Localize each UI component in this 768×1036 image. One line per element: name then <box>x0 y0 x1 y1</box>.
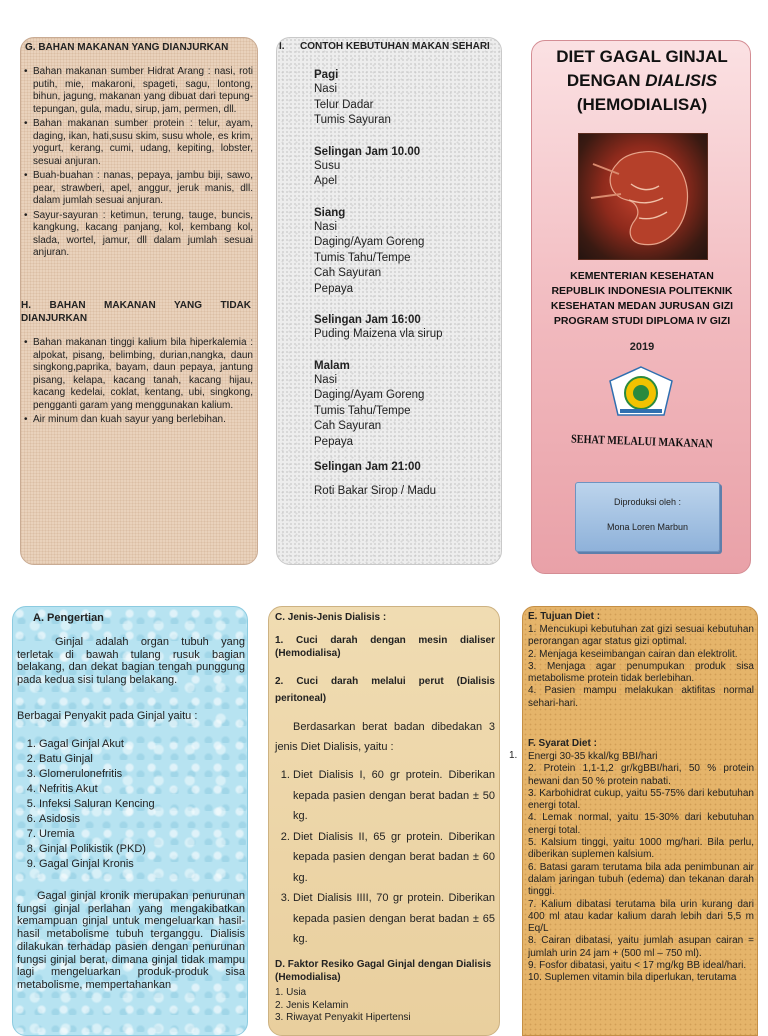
polytechnic-logo <box>606 365 676 419</box>
cover-institution: KEMENTERIAN KESEHATAN REPUBLIK INDONESIA POLITEKNIK KESEHATAN MEDAN JURUSAN GIZI PROGRAM STUDI DIPLOMA IV GIZI <box>550 270 734 327</box>
diet-intro: Berdasarkan berat badan dibedakan 3 jenis Diet Dialisis, yaitu : <box>275 721 495 753</box>
list-item: 3. Riwayat Penyakit Hipertensi <box>275 1012 411 1023</box>
menu-heading: Selingan Jam 16:00 <box>314 314 421 326</box>
list-item: 8. Cairan dibatasi, yaitu jumlah asupan cairan = jumlah urin 24 jam + (500 ml – 750 ml). <box>528 935 754 959</box>
list-item: 1. Mencukupi kebutuhan zat gizi sesuai kebutuhan perorangan agar status gizi optimal. <box>528 624 754 648</box>
list-item: 3. Karbohidrat cukup, yaitu 55-75% dari kebutuhan energi total. <box>528 787 754 812</box>
menu-title: CONTOH KEBUTUHAN MAKAN SEHARI <box>300 41 490 52</box>
menu-section <box>314 313 499 343</box>
menu-item: Daging/Ayam Goreng <box>314 236 425 248</box>
list-item: 2. Menjaga keseimbangan cairan dan elektrolit. <box>528 648 738 660</box>
menu-item: Puding Maizena vla sirup <box>314 328 443 340</box>
list-item: Energi 30-35 kkal/kg BBI/hari <box>528 751 658 762</box>
menu-item: Telur Dadar <box>314 98 374 111</box>
list-item: 9. Gagal Ginjal Kronis <box>39 857 245 872</box>
list-item: • Bahan makanan sumber Hidrat Arang : nasi, roti putih, mie, makaroni, spageti, sagu, lontong, bihun, jagung, makanan yang dibuat dari tepung-tepungan, gula, madu, sirup, jam, permen, dll. <box>33 66 253 116</box>
section-title-h: H. BAHAN MAKANAN YANG TIDAK DIANJURKAN <box>21 300 251 324</box>
list-not-recommended-foods <box>23 337 253 429</box>
diet-list <box>273 765 495 950</box>
list-item: 10. Suplemen vitamin bila diperlukan, terutama <box>528 972 737 984</box>
list-item: 5. Kalsium tinggi, yaitu 1000 mg/hari. Bila perlu, diberikan suplemen kalsium. <box>528 837 754 861</box>
list-item: 4. Pasien mampu melakukan aktifitas normal sehari-hari. <box>528 685 754 709</box>
menu-item: Nasi <box>314 373 338 386</box>
section-title-d: D. Faktor Resiko Gagal Ginjal dengan Dialisis (Hemodialisa) <box>275 959 492 983</box>
section-title-f: F. Syarat Diet : <box>528 738 597 749</box>
list-item: 6. Asidosis <box>39 812 245 827</box>
menu-item: Daging/Ayam Goreng <box>314 389 425 401</box>
list-item: 2. Batu Ginjal <box>39 752 245 767</box>
menu-heading: Siang <box>314 206 346 219</box>
menu-heading: Pagi <box>314 69 339 81</box>
menu-item: Tumis Tahu/Tempe <box>314 404 411 417</box>
cover-year: 2019 <box>629 341 655 353</box>
cover-title-line3: (HEMODIALISA) <box>576 95 708 114</box>
goal-list <box>528 624 754 710</box>
list-item: 3. Glomerulonefritis <box>39 767 245 782</box>
producer-label: Diproduksi oleh : <box>613 497 682 507</box>
menu-item: Cah Sayuran <box>314 267 382 279</box>
section-title-a: A. Pengertian <box>33 612 104 624</box>
list-item: 7. Kalium dibatasi terutama bila urin kurang dari 400 ml atau kadar kalium darah lebih dari 5,5 m Eq/L <box>528 898 754 935</box>
list-item: 2. Jenis Kelamin <box>275 999 349 1011</box>
kidney-image <box>578 133 708 260</box>
list-item: 4. Lemak normal, yaitu 15-30% dari kebutuhan energi total. <box>528 812 754 836</box>
list-item: 9. Fosfor dibatasi, yaitu < 17 mg/kg BB ideal/hari. <box>528 960 747 972</box>
definition-paragraph: Ginjal adalah organ tubuh yang terletak di bawah tulang rusuk bagian belakang, dan dekat bagian tengah punggung pada kedua sisi tulang belakang. <box>17 636 245 686</box>
dialysis-type-2: 2. Cuci darah melalui perut (Dialisis peritoneal) <box>275 676 495 704</box>
logo-icon <box>606 365 676 419</box>
menu-item: Apel <box>314 175 338 187</box>
list-item: 5. Infeksi Saluran Kencing <box>39 797 245 812</box>
list-item: 7. Uremia <box>39 827 245 842</box>
menu-section <box>314 460 499 500</box>
menu-item: Pepaya <box>314 435 354 448</box>
menu-item: Tumis Sayuran <box>314 114 391 126</box>
cover-title <box>532 45 751 117</box>
list-item: 1. Gagal Ginjal Akut <box>39 737 245 752</box>
list-item: • Air minum dan kuah sayur yang berlebihan. <box>33 414 253 427</box>
menu-heading: Selingan Jam 21:00 <box>314 461 421 473</box>
menu-item: Susu <box>314 159 341 172</box>
panel-contoh-menu <box>276 37 502 565</box>
list-item: 4. Nefritis Akut <box>39 782 245 797</box>
producer-scroll <box>575 482 720 552</box>
menu-item: Cah Sayuran <box>314 420 382 432</box>
requirement-marker: 1. <box>509 750 518 761</box>
list-item: 1. Diet Dialisis I, 60 gr protein. Diberikan kepada pasien dengan berat badan ± 50 kg. <box>293 765 495 827</box>
menu-heading: Malam <box>314 359 350 372</box>
panel-cover <box>531 40 751 574</box>
risk-list <box>275 987 495 1025</box>
menu-item: Roti Bakar Sirop / Madu <box>314 485 437 497</box>
disease-list-intro: Berbagai Penyakit pada Ginjal yaitu : <box>17 710 198 722</box>
list-item: • Sayur-sayuran : ketimun, terung, tauge, buncis, kangkung, kacang panjang, kol, kembang kol, slada, wortel, jamur, dll dalam jumlah sesuai anjuran. <box>33 210 253 260</box>
list-item: • Bahan makanan sumber protein : telur, ayam, daging, ikan, hati,susu skim, susu whole, es krim, yogurt, kerang, cumi, udang, kepiting, lobster, sesuai anjuran. <box>33 118 253 168</box>
disease-list <box>17 737 245 872</box>
menu-section <box>314 206 499 298</box>
menu-heading: Selingan Jam 10.00 <box>314 145 421 158</box>
requirement-list <box>528 751 754 985</box>
menu-number: I. <box>279 41 285 52</box>
cover-slogan: SEHAT MELALUI MAKANAN <box>570 431 714 451</box>
list-item: 3. Menjaga agar penumpukan produk sisa metabolisme protein tidak berlebihan. <box>528 660 754 685</box>
menu-section <box>314 359 499 451</box>
menu-section <box>314 145 499 190</box>
list-item: 3. Diet Dialisis IIII, 70 gr protein. Diberikan kepada pasien dengan berat badan ± 65 kg. <box>293 888 495 950</box>
panel-pengertian <box>12 606 248 1036</box>
list-item: • Bahan makanan tinggi kalium bila hiperkalemia : alpokat, pisang, belimbing, durian,nangka, daun singkong,paprika, bayam, daun pepaya, jantung pisang, kelapa, kacang tanah, kacang hijau, kacang kedelai, coklat, kentang, ubi, singkong, pengganti garam yang menggunakan kalium. <box>33 337 253 412</box>
section-title-e: E. Tujuan Diet : <box>528 611 601 622</box>
list-item: 2. Protein 1,1-1,2 gr/kgBBI/hari, 50 % protein hewani dan 50 % protein nabati. <box>528 763 754 787</box>
cover-title-italic: DIALISIS <box>645 71 718 90</box>
cover-title-line2: DENGAN DIALISIS <box>566 71 718 90</box>
menu-item: Tumis Tahu/Tempe <box>314 251 411 264</box>
list-item: • Buah-buahan : nanas, pepaya, jambu biji, sawo, pear, strawberi, apel, anggur, jeruk manis, dll. dalam jumlah sesuai anjuran. <box>33 170 253 208</box>
list-item: 8. Ginjal Polikistik (PKD) <box>39 842 245 857</box>
kidney-icon <box>579 134 707 259</box>
list-item: 2. Diet Dialisis II, 65 gr protein. Diberikan kepada pasien dengan berat badan ± 60 kg. <box>293 827 495 889</box>
menu-item: Nasi <box>314 83 338 95</box>
panel-tujuan-syarat <box>522 606 758 1036</box>
producer-name: Mona Loren Marbun <box>606 522 689 532</box>
list-recommended-foods <box>23 66 253 262</box>
dialysis-type-1: 1. Cuci darah dengan mesin dialiser (Hemodialisa) <box>275 635 495 659</box>
section-title-g: G. BAHAN MAKANAN YANG DIANJURKAN <box>25 42 229 53</box>
list-item: 1. Usia <box>275 987 307 998</box>
menu-item: Nasi <box>314 220 338 233</box>
menu-section <box>314 68 499 129</box>
menu-item: Pepaya <box>314 282 354 295</box>
panel-bahan-makanan <box>20 37 258 565</box>
ckd-paragraph: Gagal ginjal kronik merupakan penurunan fungsi ginjal perlahan yang mengakibatkan kemampuan ginjal untuk mengeluarkan hasil-hasil metabolisme tubuh terganggu. Dialisis dilakukan terhadap pasien dengan penurunan fungsi ginjal berat, dimana ginjal tidak mampu lagi mengeluarkan produk-produk sisa metabolisme, mempertahankan <box>17 890 245 991</box>
panel-jenis-dialisis <box>268 606 500 1036</box>
list-item: 6. Batasi garam terutama bila ada penimbunan air dalam jaringan tubuh (edema) dan tekanan darah tinggi. <box>528 861 754 898</box>
menu-sections <box>314 68 499 516</box>
cover-title-line1: DIET GAGAL GINJAL <box>556 47 728 66</box>
section-title-c: C. Jenis-Jenis Dialisis : <box>275 612 387 623</box>
